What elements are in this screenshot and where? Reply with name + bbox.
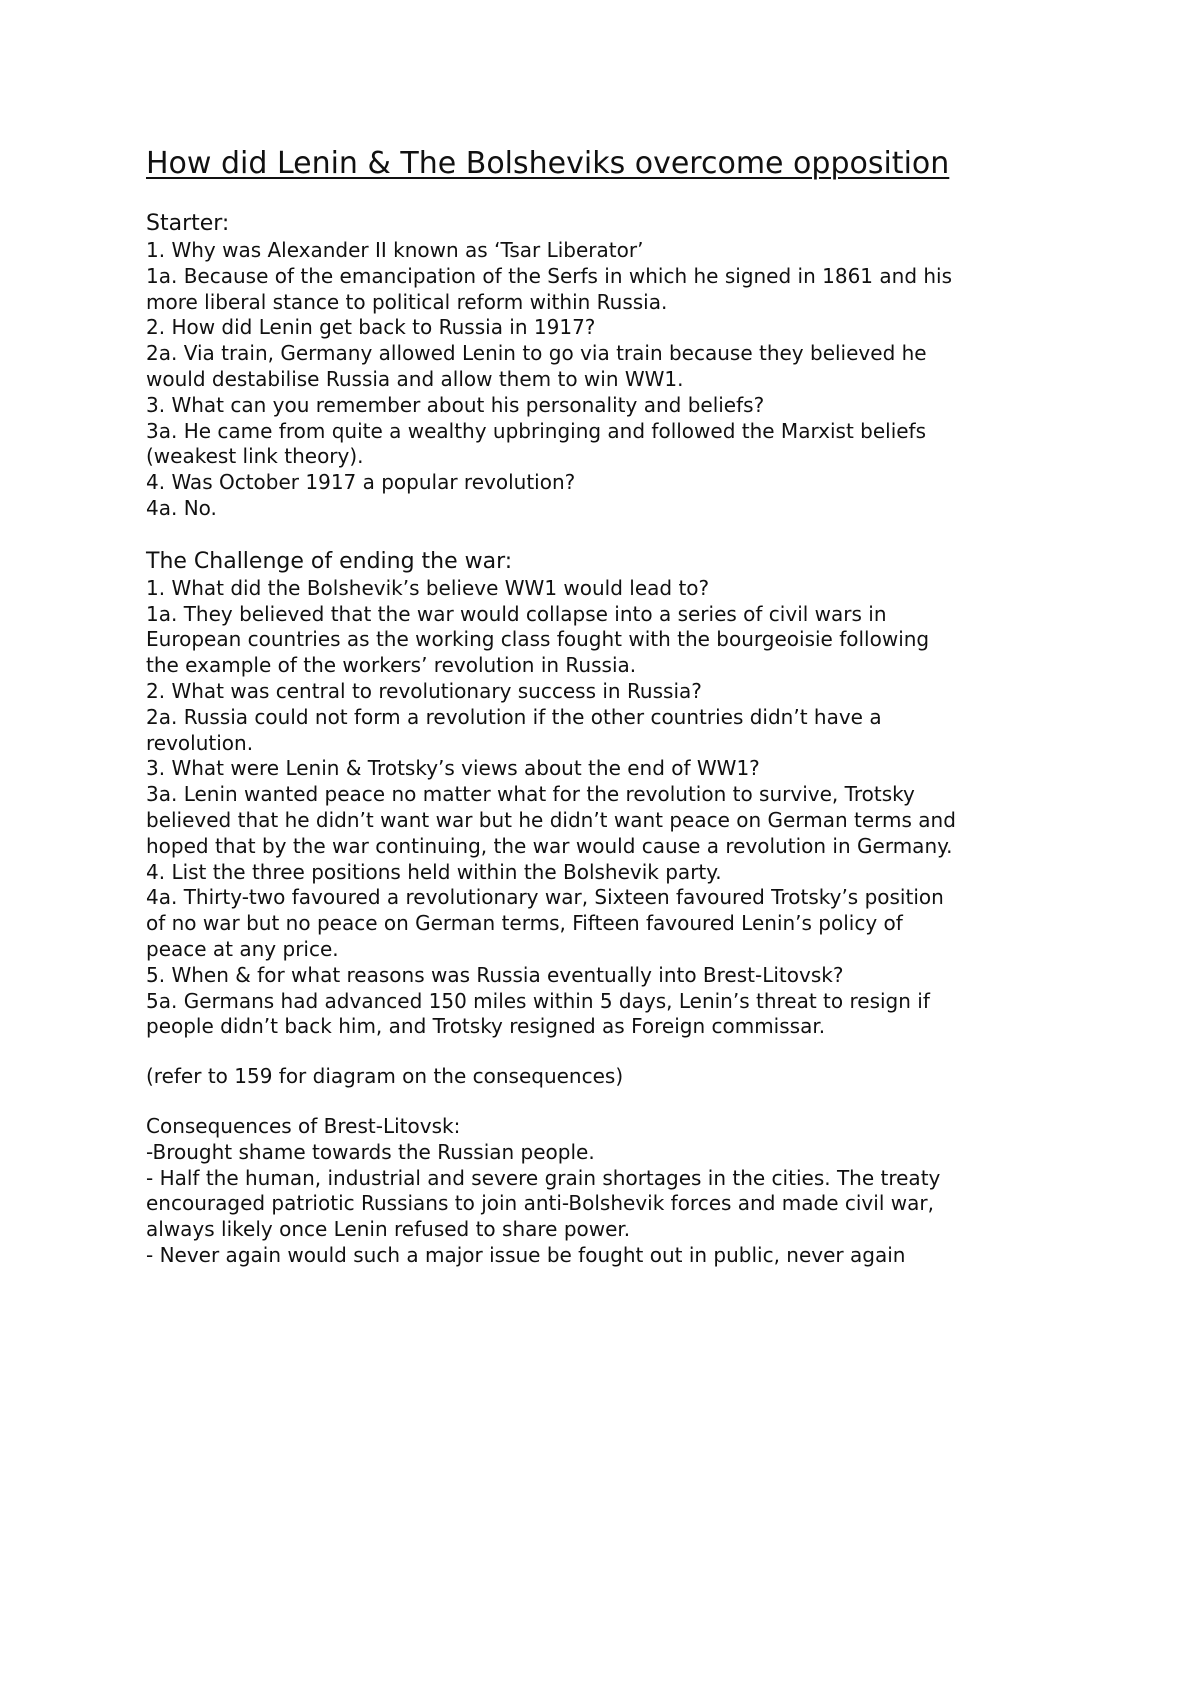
challenge-line: European countries as the working class fought with the bourgeoisie following <box>146 627 930 652</box>
document-page <box>146 144 1076 1269</box>
challenge-line: peace at any price. <box>146 936 339 961</box>
starter-line: would destabilise Russia and allow them to win WW1. <box>146 366 684 391</box>
starter-section <box>146 210 1076 522</box>
challenge-line: 5. When & for what reasons was Russia eventually into Brest-Litovsk? <box>146 962 844 987</box>
challenge-section <box>146 548 1076 1040</box>
starter-line: 2. How did Lenin get back to Russia in 1917? <box>146 315 596 340</box>
document-title: How did Lenin & The Bolsheviks overcome opposition <box>146 146 950 181</box>
consequences-line: encouraged patriotic Russians to join anti-Bolshevik forces and made civil war, <box>146 1191 934 1216</box>
challenge-line: the example of the workers’ revolution in Russia. <box>146 653 637 678</box>
reference-note: (refer to 159 for diagram on the consequences) <box>146 1064 624 1089</box>
challenge-heading: The Challenge of ending the war: <box>146 548 513 574</box>
starter-line: more liberal stance to political reform within Russia. <box>146 289 668 314</box>
challenge-line: 3. What were Lenin & Trotsky’s views about the end of WW1? <box>146 756 760 781</box>
section-spacer <box>146 1040 1076 1064</box>
challenge-line: 1a. They believed that the war would collapse into a series of civil wars in <box>146 601 887 626</box>
challenge-line: of no war but no peace on German terms, Fifteen favoured Lenin’s policy of <box>146 911 903 936</box>
starter-line: 2a. Via train, Germany allowed Lenin to go via train because they believed he <box>146 341 927 366</box>
starter-line: 4. Was October 1917 a popular revolution? <box>146 470 576 495</box>
starter-heading: Starter: <box>146 211 230 236</box>
section-spacer <box>146 1090 1076 1114</box>
challenge-line: 4a. Thirty-two favoured a revolutionary war, Sixteen favoured Trotsky’s position <box>146 885 944 910</box>
starter-line: 3a. He came from quite a wealthy upbringing and followed the Marxist beliefs <box>146 418 927 443</box>
consequences-line: -Brought shame towards the Russian people. <box>146 1139 595 1164</box>
consequences-line: - Never again would such a major issue be fought out in public, never again <box>146 1242 906 1267</box>
challenge-line: 4. List the three positions held within the Bolshevik party. <box>146 859 722 884</box>
challenge-line: 5a. Germans had advanced 150 miles within 5 days, Lenin’s threat to resign if <box>146 988 930 1013</box>
challenge-line: 2a. Russia could not form a revolution if the other countries didn’t have a <box>146 704 882 729</box>
challenge-line: hoped that by the war continuing, the war would cause a revolution in Germany. <box>146 833 953 858</box>
challenge-line: 2. What was central to revolutionary success in Russia? <box>146 678 702 703</box>
consequences-line: always likely once Lenin refused to share power. <box>146 1217 631 1242</box>
starter-line: 4a. No. <box>146 495 217 520</box>
section-spacer <box>146 522 1076 548</box>
challenge-line: revolution. <box>146 730 254 755</box>
starter-line: 1. Why was Alexander II known as ‘Tsar Liberator’ <box>146 238 644 262</box>
consequences-line: - Half the human, industrial and severe grain shortages in the cities. The treaty <box>146 1165 941 1190</box>
consequences-heading: Consequences of Brest-Litovsk: <box>146 1113 461 1138</box>
challenge-line: believed that he didn’t want war but he didn’t want peace on German terms and <box>146 807 956 832</box>
starter-line: 1a. Because of the emancipation of the Serfs in which he signed in 1861 and his <box>146 263 953 288</box>
starter-line: (weakest link theory). <box>146 444 364 469</box>
starter-line: 3. What can you remember about his personality and beliefs? <box>146 392 765 417</box>
challenge-line: 3a. Lenin wanted peace no matter what for the revolution to survive, Trotsky <box>146 782 915 807</box>
challenge-line: people didn’t back him, and Trotsky resigned as Foreign commissar. <box>146 1014 826 1039</box>
challenge-line: 1. What did the Bolshevik’s believe WW1 would lead to? <box>146 575 710 600</box>
consequences-section <box>146 1114 1076 1269</box>
